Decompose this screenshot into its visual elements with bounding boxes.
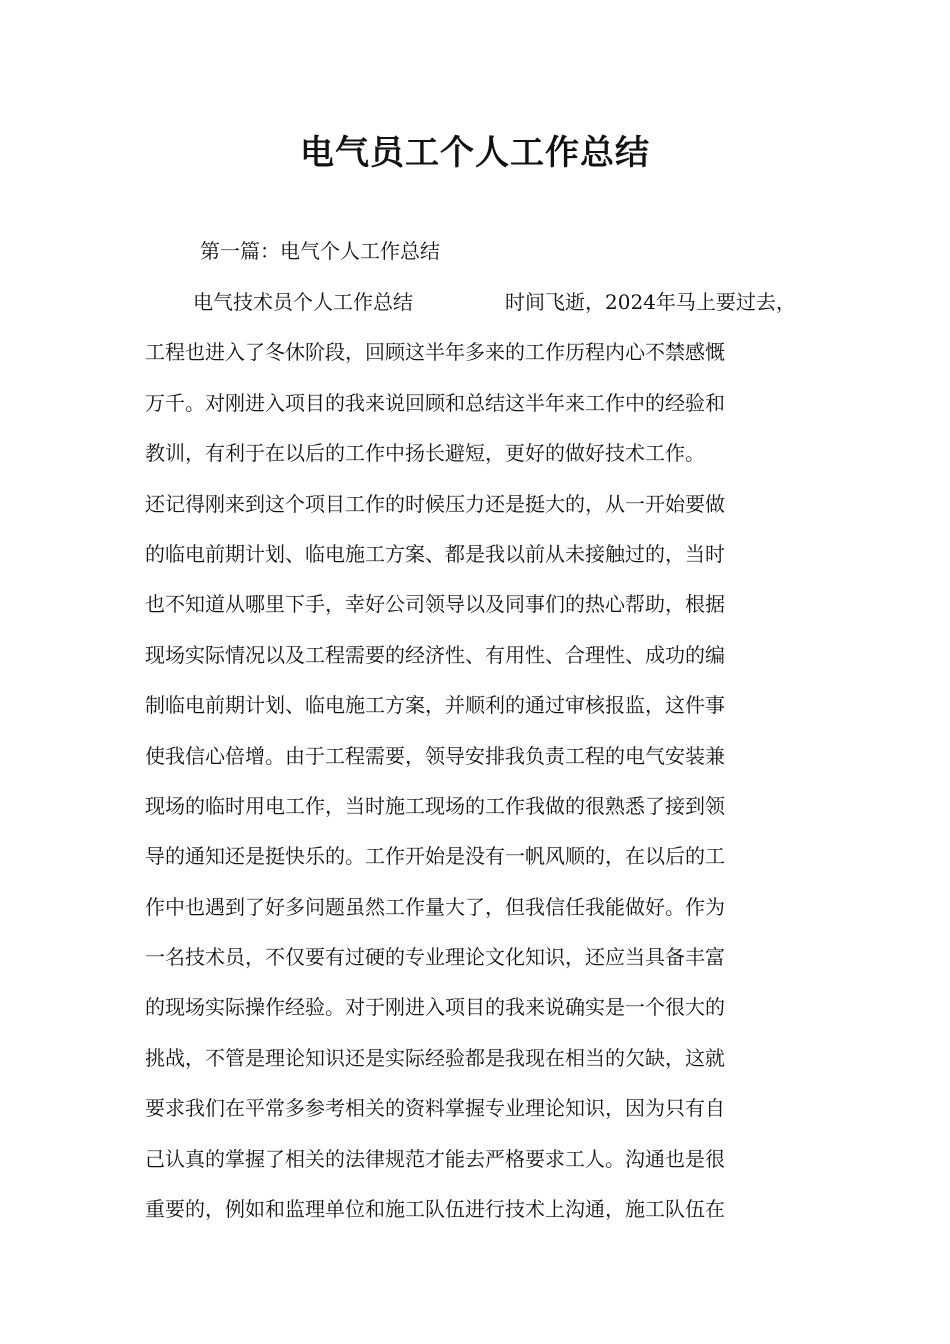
paragraph-line: 工程也进入了冬休阶段，回顾这半年多来的工作历程内心不禁感慨 bbox=[145, 340, 725, 365]
document-title: 电气员工个人工作总结 bbox=[300, 133, 650, 173]
paragraph-lead-text: 时间飞逝，2024年马上要过去， bbox=[505, 290, 796, 314]
paragraph-line: 教训，有利于在以后的工作中扬长避短，更好的做好技术工作。 bbox=[145, 441, 705, 466]
paragraph-line: 也不知道从哪里下手，幸好公司领导以及同事们的热心帮助，根据 bbox=[145, 592, 725, 617]
paragraph-line: 己认真的掌握了相关的法律规范才能去严格要求工人。沟通也是很 bbox=[145, 1146, 725, 1171]
section-heading: 第一篇：电气个人工作总结 bbox=[200, 239, 440, 263]
paragraph-lead-title: 电气技术员个人工作总结 bbox=[193, 290, 413, 314]
paragraph-line: 万千。对刚进入项目的我来说回顾和总结这半年来工作中的经验和 bbox=[145, 390, 725, 415]
paragraph-line: 一名技术员，不仅要有过硬的专业理论文化知识，还应当具备丰富 bbox=[145, 945, 725, 970]
paragraph-line: 现场实际情况以及工程需要的经济性、有用性、合理性、成功的编 bbox=[145, 642, 725, 667]
paragraph-line: 的现场实际操作经验。对于刚进入项目的我来说确实是一个很大的 bbox=[145, 995, 725, 1020]
paragraph-line: 制临电前期计划、临电施工方案，并顺利的通过审核报监，这件事 bbox=[145, 693, 725, 718]
paragraph-line: 现场的临时用电工作，当时施工现场的工作我做的很熟悉了接到领 bbox=[145, 793, 725, 818]
body-paragraph bbox=[145, 285, 835, 1242]
paragraph-line bbox=[145, 285, 835, 335]
paragraph-line: 的临电前期计划、临电施工方案、都是我以前从未接触过的，当时 bbox=[145, 541, 725, 566]
paragraph-line: 要求我们在平常多参考相关的资料掌握专业理论知识，因为只有自 bbox=[145, 1096, 725, 1121]
paragraph-line: 作中也遇到了好多问题虽然工作量大了，但我信任我能做好。作为 bbox=[145, 894, 725, 919]
paragraph-line: 挑战，不管是理论知识还是实际经验都是我现在相当的欠缺，这就 bbox=[145, 1045, 725, 1070]
paragraph-line: 导的通知还是挺快乐的。工作开始是没有一帆风顺的，在以后的工 bbox=[145, 844, 725, 869]
paragraph-line: 重要的，例如和监理单位和施工队伍进行技术上沟通，施工队伍在 bbox=[145, 1197, 725, 1222]
paragraph-line: 使我信心倍增。由于工程需要，领导安排我负责工程的电气安装兼 bbox=[145, 743, 725, 768]
paragraph-line: 还记得刚来到这个项目工作的时候压力还是挺大的，从一开始要做 bbox=[145, 491, 725, 516]
